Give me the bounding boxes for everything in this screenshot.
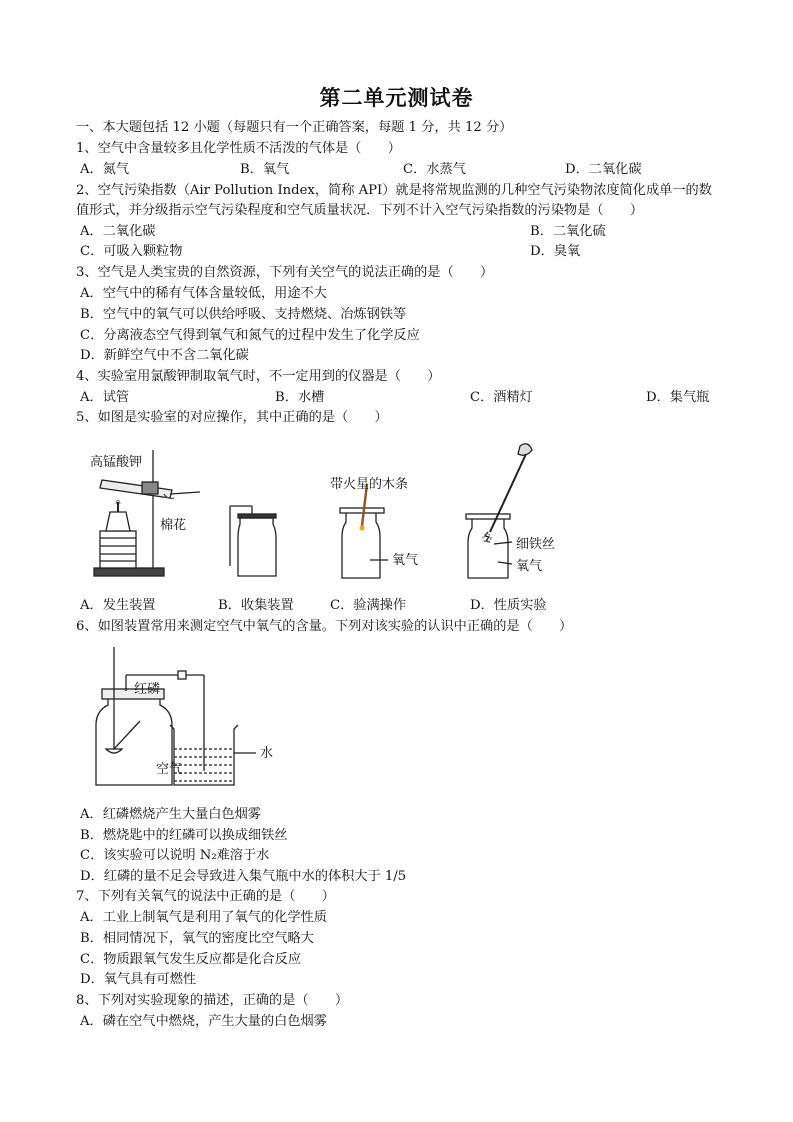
- q4-option-a: A．试管: [80, 390, 130, 405]
- q1-option-d: D．二氧化碳: [565, 162, 642, 177]
- q2-option-b: B．二氧化硫: [530, 224, 606, 239]
- q2-stem-line2: 值形式，并分级指示空气污染程度和空气质量状况．下列不计入空气污染指数的污染物是（ ）: [76, 203, 644, 218]
- label-water: 水: [260, 746, 274, 761]
- q5-option-b: B．收集装置: [218, 598, 294, 613]
- q5-option-a: A．发生装置: [80, 598, 156, 613]
- q6-figure: [84, 645, 294, 795]
- q6-option-c: C．该实验可以说明 N₂难溶于水: [80, 848, 270, 863]
- q2-stem-line1: 2、空气污染指数（Air Pollution Index，简称 API）就是将常规监测的几种空气污染物浓度简化成单一的数: [76, 183, 712, 198]
- q4-option-d: D．集气瓶: [646, 390, 710, 405]
- q4-option-b: B．水槽: [275, 390, 325, 405]
- label-air: 空气: [156, 762, 183, 777]
- q4-option-c: C．酒精灯: [470, 390, 533, 405]
- label-splint: 带火星的木条: [330, 477, 409, 492]
- q6-option-b: B．燃烧匙中的红磷可以换成细铁丝: [80, 828, 288, 843]
- q6-option-a: A．红磷燃烧产生大量白色烟雾: [80, 807, 261, 822]
- label-oxygen-d: 氧气: [516, 559, 543, 574]
- q5-option-c: C．验满操作: [330, 598, 407, 613]
- q3-option-a: A．空气中的稀有气体含量较低，用途不大: [80, 286, 327, 301]
- q6-option-d: D．红磷的量不足会导致进入集气瓶中水的体积大于 1/5: [80, 869, 407, 884]
- q2-option-c: C．可吸入颗粒物: [80, 244, 183, 259]
- label-kmno4: 高锰酸钾: [90, 455, 143, 470]
- section-header: 一、本大题包括 12 小题（每题只有一个正确答案，每题 1 分，共 12 分）: [76, 120, 513, 135]
- q7-option-d: D．氧气具有可燃性: [80, 972, 197, 987]
- q2-option-a: A．二氧化碳: [80, 224, 156, 239]
- q7-stem: 7、下列有关氧气的说法中正确的是（ ）: [76, 889, 335, 904]
- q3-option-b: B．空气中的氧气可以供给呼吸、支持燃烧、冶炼钢铁等: [80, 307, 407, 322]
- q3-option-c: C．分离液态空气得到氧气和氮气的过程中发生了化学反应: [80, 328, 420, 343]
- q5-apparatus-b: [230, 506, 276, 576]
- q5-apparatus-c: [340, 484, 388, 578]
- q8-stem: 8、下列对实验现象的描述，正确的是（ ）: [76, 993, 349, 1008]
- q5-apparatus-d: [466, 444, 532, 578]
- page-title: 第二单元测试卷: [319, 85, 474, 110]
- q1-stem: 1、空气中含量较多且化学性质不活泼的气体是（ ）: [76, 141, 401, 156]
- q7-option-c: C．物质跟氧气发生反应都是化合反应: [80, 952, 302, 967]
- label-oxygen-c: 氧气: [392, 553, 419, 568]
- q6-stem: 6、如图装置常用来测定空气中氧气的含量。下列对该实验的认识中正确的是（ ）: [76, 619, 573, 634]
- q7-option-a: A．工业上制氧气是利用了氧气的化学性质: [80, 910, 327, 925]
- label-cotton: 棉花: [160, 518, 187, 533]
- q4-stem: 4、实验室用氯酸钾制取氧气时，不一定用到的仪器是（ ）: [76, 369, 441, 384]
- q7-option-b: B．相同情况下，氧气的密度比空气略大: [80, 931, 314, 946]
- q1-option-b: B．氧气: [240, 162, 290, 177]
- q1-option-c: C．水蒸气: [403, 162, 466, 177]
- q5-option-d: D．性质实验: [470, 598, 547, 613]
- q5-figure: [80, 436, 580, 594]
- q2-option-d: D．臭氧: [530, 244, 581, 259]
- q8-option-a: A．磷在空气中燃烧，产生大量的白色烟雾: [80, 1014, 327, 1029]
- q3-option-d: D．新鲜空气中不含二氧化碳: [80, 348, 249, 363]
- label-red-phosphorus: 红磷: [134, 682, 161, 697]
- q3-stem: 3、空气是人类宝贵的自然资源，下列有关空气的说法正确的是（ ）: [76, 265, 494, 280]
- q1-option-a: A．氮气: [80, 162, 130, 177]
- q5-stem: 5、如图是实验室的对应操作，其中正确的是（ ）: [76, 410, 388, 425]
- label-iron-wire: 细铁丝: [516, 537, 556, 552]
